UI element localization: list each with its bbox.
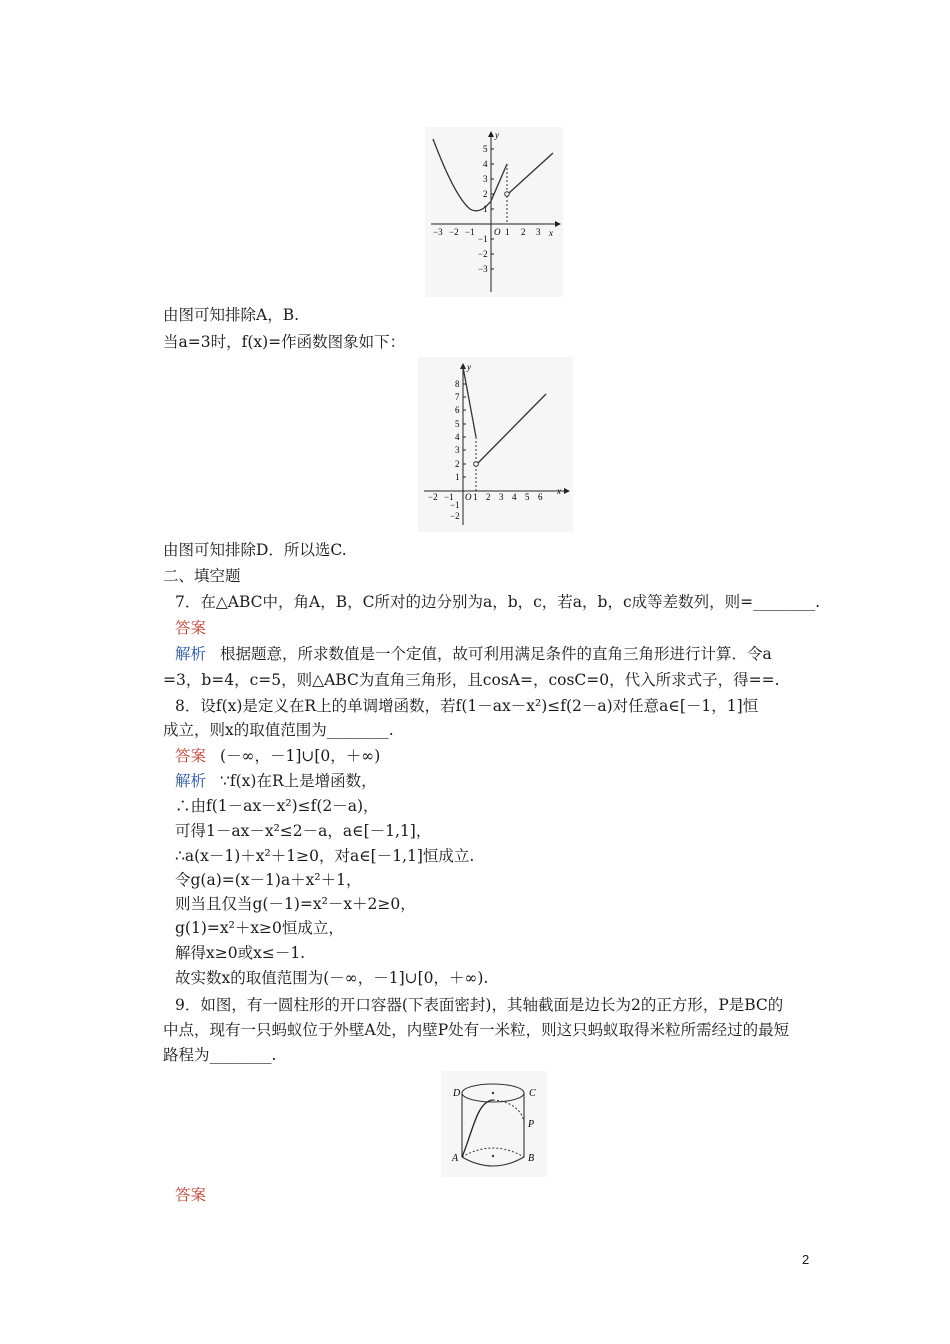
graph1-x-label: x [549, 228, 553, 238]
graph1-x-tick: 2 [521, 227, 526, 237]
q8-answer-label: 答案 [175, 747, 207, 765]
text-exclude-ab: 由图可知排除A，B. [163, 306, 300, 324]
section-heading: 二、填空题 [163, 567, 241, 585]
label-b: B [528, 1153, 535, 1164]
graph2-y-tick: −2 [450, 511, 460, 521]
q8-step: 解得x≥0或x≤－1. [175, 944, 306, 962]
q9-question: 9．如图，有一圆柱形的开口容器(下表面密封)，其轴截面是边长为2的正方形，P是BC的 [175, 996, 784, 1014]
graph2-y-tick: 5 [455, 419, 460, 429]
graph2-x-tick: 1 [473, 492, 478, 502]
q8-question: 8．设f(x)是定义在R上的单调增函数，若f(1－ax－x²)≤f(2－a)对任意a∈[－1，1]恒 [175, 697, 759, 715]
q8-step: 令g(a)=(x－1)a＋x²＋1， [175, 871, 362, 889]
text-exclude-d: 由图可知排除D．所以选C. [163, 541, 347, 559]
q8-step: ∵f(x)在R上是增函数， [220, 772, 377, 790]
graph1-x-tick: 3 [536, 227, 541, 237]
graph2-y-tick: −1 [450, 500, 460, 510]
graph2-y-label: y [467, 362, 471, 372]
graph2-x-tick: −2 [428, 492, 438, 502]
q7-analysis-text-cont: =3，b=4，c=5，则△ABC为直角三角形，且cosA=，cosC=0，代入所求式子，得==. [163, 671, 780, 689]
label-d: D [453, 1088, 461, 1099]
q8-step: 可得1－ax－x²≤2－a，a∈[－1,1]， [175, 822, 432, 840]
graph1-y-tick: 5 [483, 144, 488, 154]
graph2-y-tick: 1 [455, 472, 460, 482]
q9-question-cont: 中点，现有一只蚂蚁位于外壁A处，内壁P处有一米粒，则这只蚂蚁取得米粒所需经过的最短 [163, 1021, 790, 1039]
graph2-origin: O [465, 492, 472, 502]
graph2-x-tick: 4 [512, 492, 517, 502]
graph2-y-tick: 7 [455, 392, 460, 402]
cylinder-figure [441, 1071, 547, 1177]
graph2-y-tick: 2 [455, 459, 460, 469]
graph2-y-tick: 3 [455, 445, 460, 455]
q8-step: ∴a(x－1)＋x²＋1≥0，对a∈[－1,1]恒成立. [175, 847, 475, 865]
q8-question-cont: 成立，则x的取值范围为________. [163, 721, 394, 739]
text-case-a3: 当a=3时，f(x)=作函数图象如下： [163, 333, 406, 351]
graph2-x-tick: 3 [499, 492, 504, 502]
q8-step: g(1)=x²＋x≥0恒成立， [175, 919, 344, 937]
graph1-y-tick: −1 [478, 234, 488, 244]
graph1-y-tick: 3 [483, 174, 488, 184]
graph2-x-tick: 6 [538, 492, 543, 502]
label-p: P [528, 1119, 535, 1130]
q8-analysis-label: 解析 [175, 772, 207, 790]
graph2-y-tick: 8 [455, 379, 460, 389]
label-c: C [529, 1088, 536, 1099]
q7-analysis-text: 根据题意，所求数值是一个定值，故可利用满足条件的直角三角形进行计算．令a [220, 645, 772, 663]
graph1-y-tick: 1 [483, 204, 488, 214]
graph-2 [418, 357, 573, 532]
graph1-y-tick: 4 [483, 159, 488, 169]
graph2-y-tick: 4 [455, 432, 460, 442]
q7-answer-label: 答案 [175, 619, 207, 637]
graph2-x-tick: −1 [444, 492, 454, 502]
q7-question: 7．在△ABC中，角A，B，C所对的边分别为a，b，c，若a，b，c成等差数列，则=________. [175, 593, 821, 611]
q9-question-cont: 路程为________. [163, 1046, 277, 1064]
graph2-x-label: x [557, 486, 561, 496]
graph1-x-tick: −3 [433, 227, 443, 237]
graph1-x-tick: −2 [449, 227, 459, 237]
graph1-y-tick: −2 [478, 249, 488, 259]
page-number: 2 [802, 1252, 810, 1267]
graph1-y-tick: 2 [483, 189, 488, 199]
q9-answer-label: 答案 [175, 1186, 207, 1204]
graph2-x-tick: 5 [525, 492, 530, 502]
q8-answer-value: (－∞，－1]∪[0，＋∞) [220, 747, 381, 765]
graph1-y-label: y [495, 130, 499, 140]
q8-step: 则当且仅当g(－1)=x²－x＋2≥0， [175, 895, 416, 913]
q7-analysis-label: 解析 [175, 645, 207, 663]
graph1-x-tick: −1 [465, 227, 475, 237]
graph2-y-tick: 6 [455, 405, 460, 415]
graph-1 [425, 127, 563, 297]
graph1-origin: O [494, 227, 501, 237]
graph1-y-tick: −3 [478, 264, 488, 274]
q8-step: 故实数x的取值范围为(－∞，－1]∪[0，＋∞). [175, 969, 489, 987]
graph2-x-tick: 2 [486, 492, 491, 502]
label-a: A [452, 1153, 459, 1164]
q8-step: ∴由f(1－ax－x²)≤f(2－a)， [175, 797, 379, 815]
graph1-x-tick: 1 [505, 227, 510, 237]
